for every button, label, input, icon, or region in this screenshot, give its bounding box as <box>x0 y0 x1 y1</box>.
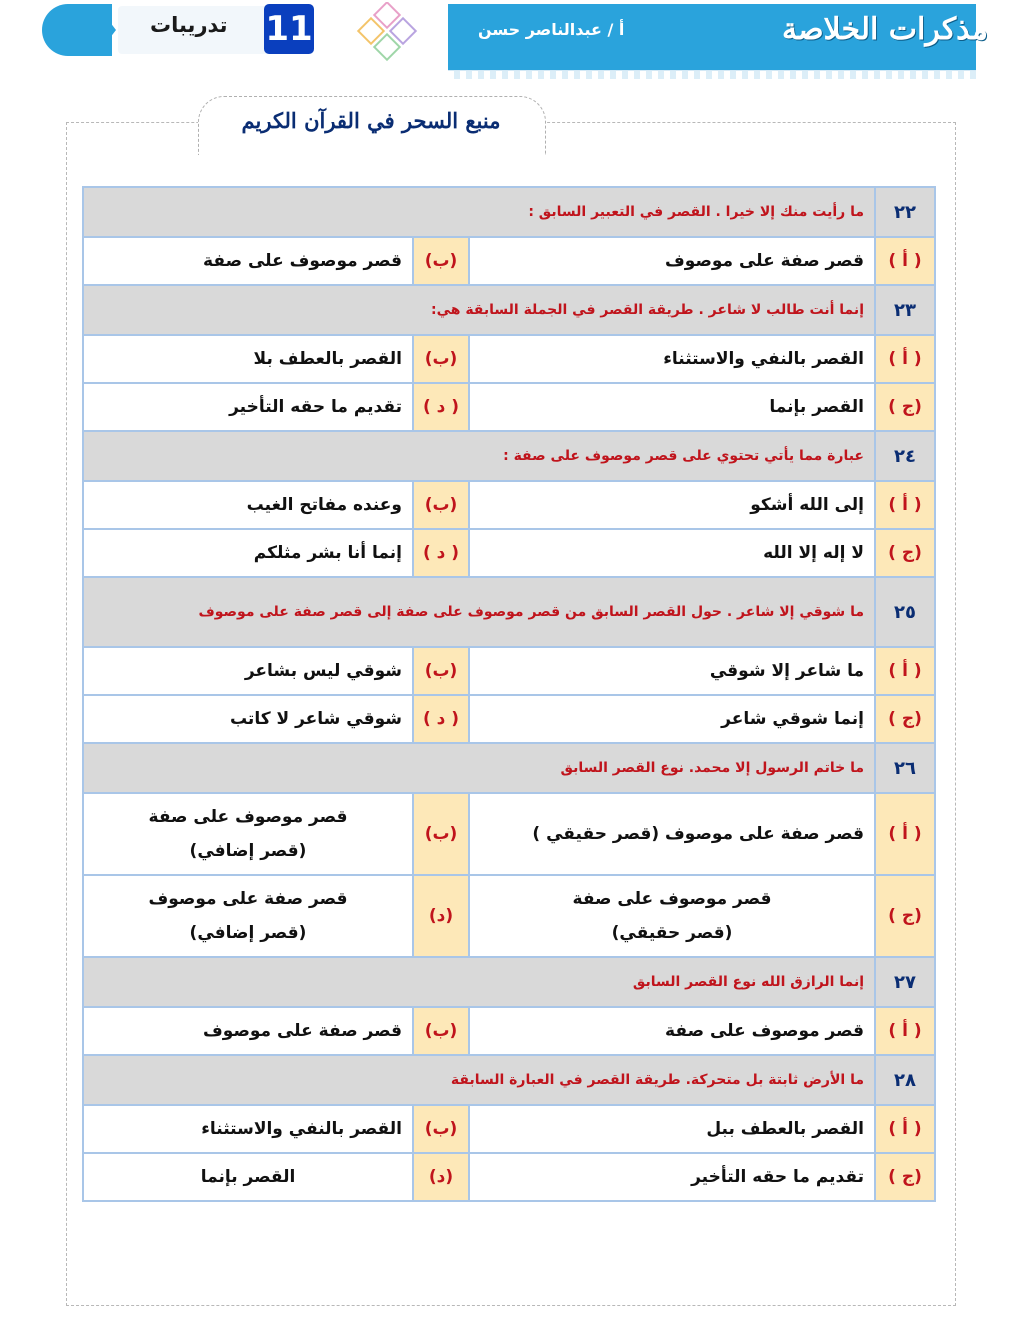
option-label[interactable]: ( د ) <box>413 383 469 431</box>
option-text[interactable]: ما شاعر إلا شوقي <box>469 647 875 695</box>
option-text[interactable]: إلى الله أشكو <box>469 481 875 529</box>
question-row <box>83 431 935 481</box>
option-text[interactable]: إنما أنا بشر مثلكم <box>83 529 413 577</box>
option-label[interactable]: ( أ ) <box>875 237 935 285</box>
question-row <box>83 957 935 1007</box>
option-line: قصر موصوف على صفة <box>572 889 772 909</box>
option-label[interactable]: (ج ) <box>875 875 935 957</box>
options-row <box>83 383 935 431</box>
ornament-icon <box>348 2 426 64</box>
option-label[interactable]: (د) <box>413 875 469 957</box>
question-text: إنما الرازق الله نوع القصر السابق <box>83 957 875 1007</box>
option-label[interactable]: ( أ ) <box>875 1105 935 1153</box>
options-row <box>83 1007 935 1055</box>
question-number: ٢٣ <box>875 285 935 335</box>
option-text[interactable]: شوقي شاعر لا كاتب <box>83 695 413 743</box>
option-label[interactable]: (ب) <box>413 237 469 285</box>
option-label[interactable]: (ج ) <box>875 695 935 743</box>
option-label[interactable]: (ب) <box>413 793 469 875</box>
option-text[interactable]: تقديم ما حقه التأخير <box>469 1153 875 1201</box>
options-row <box>83 793 935 875</box>
option-text[interactable]: وعنده مفاتح الغيب <box>83 481 413 529</box>
question-number: ٢٨ <box>875 1055 935 1105</box>
options-row <box>83 237 935 285</box>
questions-table <box>82 186 936 1202</box>
option-text[interactable]: قصر صفة على موصوف <box>469 237 875 285</box>
question-number: ٢٦ <box>875 743 935 793</box>
options-row <box>83 647 935 695</box>
option-text[interactable]: القصر بالنفي والاستثناء <box>469 335 875 383</box>
option-text[interactable] <box>469 875 875 957</box>
option-text[interactable]: شوقي ليس بشاعر <box>83 647 413 695</box>
option-text[interactable]: قصر موصوف على صفة <box>469 1007 875 1055</box>
question-row <box>83 187 935 237</box>
option-label[interactable]: ( د ) <box>413 529 469 577</box>
options-row <box>83 529 935 577</box>
option-text[interactable]: القصر بإنما <box>83 1153 413 1201</box>
question-row <box>83 1055 935 1105</box>
option-label[interactable]: ( أ ) <box>875 647 935 695</box>
option-label[interactable]: (ج ) <box>875 529 935 577</box>
question-row <box>83 577 935 647</box>
option-subline: (قصر إضافي) <box>189 923 307 943</box>
options-row <box>83 875 935 957</box>
option-label[interactable]: ( أ ) <box>875 481 935 529</box>
option-label[interactable]: (ب) <box>413 335 469 383</box>
option-label[interactable]: (ب) <box>413 481 469 529</box>
options-row <box>83 481 935 529</box>
option-text[interactable]: قصر صفة على موصوف (قصر حقيقي ) <box>469 793 875 875</box>
option-label[interactable]: (ج ) <box>875 383 935 431</box>
option-text[interactable]: قصر موصوف على صفة <box>83 237 413 285</box>
question-number: ٢٢ <box>875 187 935 237</box>
option-subline: (قصر حقيقي) <box>611 923 733 943</box>
option-label[interactable]: ( أ ) <box>875 1007 935 1055</box>
header-tab-arrow <box>96 4 116 56</box>
option-text[interactable]: القصر بالعطف ببل <box>469 1105 875 1153</box>
brand-title: مذكرات الخلاصة <box>782 12 988 47</box>
question-row <box>83 743 935 793</box>
option-text[interactable]: إنما شوقي شاعر <box>469 695 875 743</box>
options-row <box>83 335 935 383</box>
option-label[interactable]: (ب) <box>413 647 469 695</box>
option-label[interactable]: ( أ ) <box>875 793 935 875</box>
question-number: ٢٥ <box>875 577 935 647</box>
option-line: قصر صفة على موصوف <box>148 889 348 909</box>
option-label[interactable]: (ب) <box>413 1105 469 1153</box>
option-label[interactable]: ( د ) <box>413 695 469 743</box>
option-text[interactable]: تقديم ما حقه التأخير <box>83 383 413 431</box>
question-text: ما رأيت منك إلا خيرا . القصر في التعبير السابق : <box>83 187 875 237</box>
option-text[interactable]: القصر بإنما <box>469 383 875 431</box>
question-text: ما شوقي إلا شاعر . حول القصر السابق من قصر موصوف على صفة إلى قصر صفة على موصوف <box>83 577 875 647</box>
option-text[interactable] <box>83 793 413 875</box>
option-text[interactable]: قصر صفة على موصوف <box>83 1007 413 1055</box>
question-text: عبارة مما يأتي تحتوي على قصر موصوف على صفة : <box>83 431 875 481</box>
question-row <box>83 285 935 335</box>
unit-number-badge: 11 <box>264 4 314 54</box>
option-text[interactable] <box>83 875 413 957</box>
option-label[interactable]: (ب) <box>413 1007 469 1055</box>
option-label[interactable]: ( أ ) <box>875 335 935 383</box>
option-label[interactable]: (ج ) <box>875 1153 935 1201</box>
options-row <box>83 1153 935 1201</box>
option-text[interactable]: القصر بالنفي والاستثناء <box>83 1105 413 1153</box>
option-subline: (قصر إضافي) <box>189 841 307 861</box>
question-number: ٢٧ <box>875 957 935 1007</box>
page-title: منبع السحر في القرآن الكريم <box>241 108 501 133</box>
question-text: إنما أنت طالب لا شاعر . طريقة القصر في الجملة السابقة هي: <box>83 285 875 335</box>
question-number: ٢٤ <box>875 431 935 481</box>
question-text: ما خاتم الرسول إلا محمد. نوع القصر السابق <box>83 743 875 793</box>
option-line: قصر موصوف على صفة <box>148 807 348 827</box>
section-label: تدريبات <box>150 13 228 37</box>
author-name: أ / عبدالناصر حسن <box>478 20 625 39</box>
options-row <box>83 1105 935 1153</box>
option-label[interactable]: (د) <box>413 1153 469 1201</box>
option-text[interactable]: القصر بالعطف بلا <box>83 335 413 383</box>
options-row <box>83 695 935 743</box>
question-text: ما الأرض ثابتة بل متحركة. طريقة القصر في العبارة السابقة <box>83 1055 875 1105</box>
option-text[interactable]: لا إله إلا الله <box>469 529 875 577</box>
